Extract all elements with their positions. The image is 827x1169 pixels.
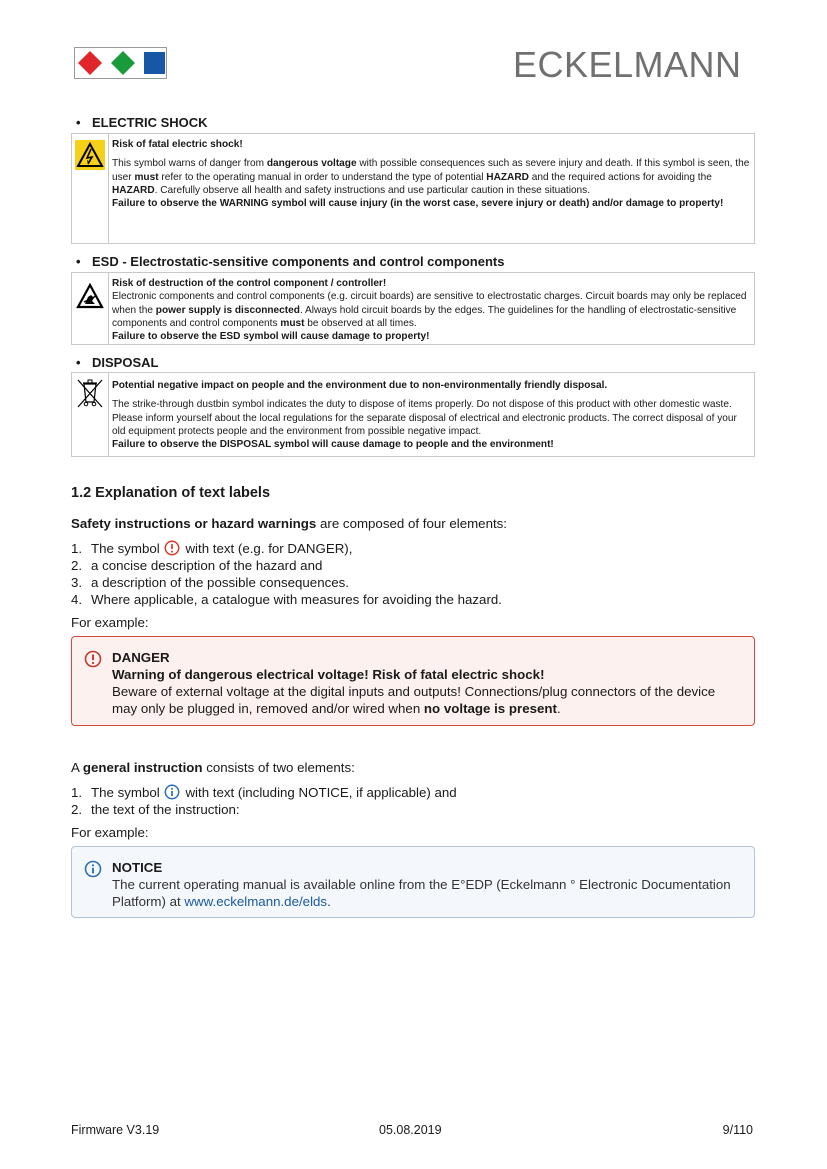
disposal-heading: Potential negative impact on people and the environment due to non-environmentally friendly disposal. [112, 380, 608, 391]
electric-shock-table [71, 133, 755, 244]
for-example-label: For example: [71, 615, 149, 630]
danger-box [71, 636, 755, 726]
eckelmann-elds-link[interactable]: www.eckelmann.de/elds [184, 894, 328, 909]
brand-name: ECKELMANN [513, 44, 742, 85]
danger-title: DANGER [112, 650, 170, 665]
safety-elements-list [71, 540, 502, 608]
electric-shock-heading: Risk of fatal electric shock! [112, 139, 243, 150]
section-title-electric-shock: • ELECTRIC SHOCK [76, 115, 208, 130]
disposal-table [71, 372, 755, 457]
esd-warning-icon [76, 283, 104, 309]
list-item: 2. a concise description of the hazard and [71, 558, 323, 573]
safety-intro: Safety instructions or hazard warnings are composed of four elements: [71, 516, 508, 531]
section-heading: 1.2 Explanation of text labels [71, 485, 271, 501]
esd-failure: Failure to observe the ESD symbol will cause damage to property! [112, 331, 430, 343]
list-item: 1. The symbol with text (e.g. for DANGER), [71, 541, 353, 556]
general-elements-list [71, 784, 457, 818]
footer-page-number: 9/110 [722, 1123, 753, 1137]
footer-date: 05.08.2019 [379, 1123, 442, 1137]
electric-shock-warning-icon [75, 140, 105, 170]
notice-text: The current operating manual is available online from the E°EDP (Eckelmann ° Electronic Documentation Platform) at www.eckelmann.de/elds. [112, 877, 731, 909]
esd-table [71, 272, 755, 345]
electric-shock-description: This symbol warns of danger from dangerous voltage with possible consequences such as severe injury and death. If this symbol is seen, the user must refer to the operating manual in order to understand the type of potential HAZARD and the required actions for avoiding the HAZARD. Carefully observe all health and safety instructions and use particular caution in these situations. [112, 158, 750, 196]
notice-box [71, 846, 755, 918]
notice-info-icon [84, 860, 102, 878]
info-circle-icon [164, 784, 180, 800]
danger-headline: Warning of dangerous electrical voltage! Risk of fatal electric shock! [112, 667, 545, 682]
crossed-bin-icon [76, 376, 104, 410]
disposal-failure: Failure to observe the DISPOSAL symbol will cause damage to people and the environment! [112, 439, 554, 451]
section-title-esd: • ESD - Electrostatic-sensitive components and control components [76, 254, 505, 269]
esd-description: Electronic components and control components (e.g. circuit boards) are sensitive to electrostatic charges. Circuit boards may only be replaced when the power supply is disconnected. Always hold circuit boards by the edges. The guidelines for the handling of electrostatic-sensitive components and control components must be observed at all times. [112, 291, 747, 329]
general-intro: A general instruction consists of two elements: [71, 760, 355, 775]
danger-exclamation-icon [84, 650, 102, 668]
list-item: 4. Where applicable, a catalogue with measures for avoiding the hazard. [71, 592, 502, 607]
esd-heading: Risk of destruction of the control component / controller! [112, 278, 387, 289]
danger-text: Beware of external voltage at the digital inputs and outputs! Connections/plug connectors of the device may only be plugged in, removed and/or wired when no voltage is present. [112, 684, 716, 716]
for-example-label-2: For example: [71, 825, 149, 840]
footer-firmware: Firmware V3.19 [71, 1123, 160, 1137]
exclamation-circle-icon [164, 540, 180, 556]
eckelmann-logo [74, 47, 167, 79]
disposal-description: The strike-through dustbin symbol indicates the duty to dispose of items properly. Do not dispose of this product with other domestic waste. Please inform yourself about the local regulations for the separate disposal of electrical and electronic products. The correct disposal of your old equipment protects people and the environment from possible negative impact. [112, 399, 737, 437]
section-title-disposal: • DISPOSAL [76, 355, 159, 370]
list-item: 1. The symbol with text (including NOTICE, if applicable) and [71, 785, 457, 800]
electric-shock-failure: Failure to observe the WARNING symbol will cause injury (in the worst case, severe injury or death) and/or damage to property! [112, 198, 724, 210]
notice-title: NOTICE [112, 860, 163, 875]
list-item: 2. the text of the instruction: [71, 802, 240, 817]
list-item: 3. a description of the possible consequences. [71, 575, 349, 590]
